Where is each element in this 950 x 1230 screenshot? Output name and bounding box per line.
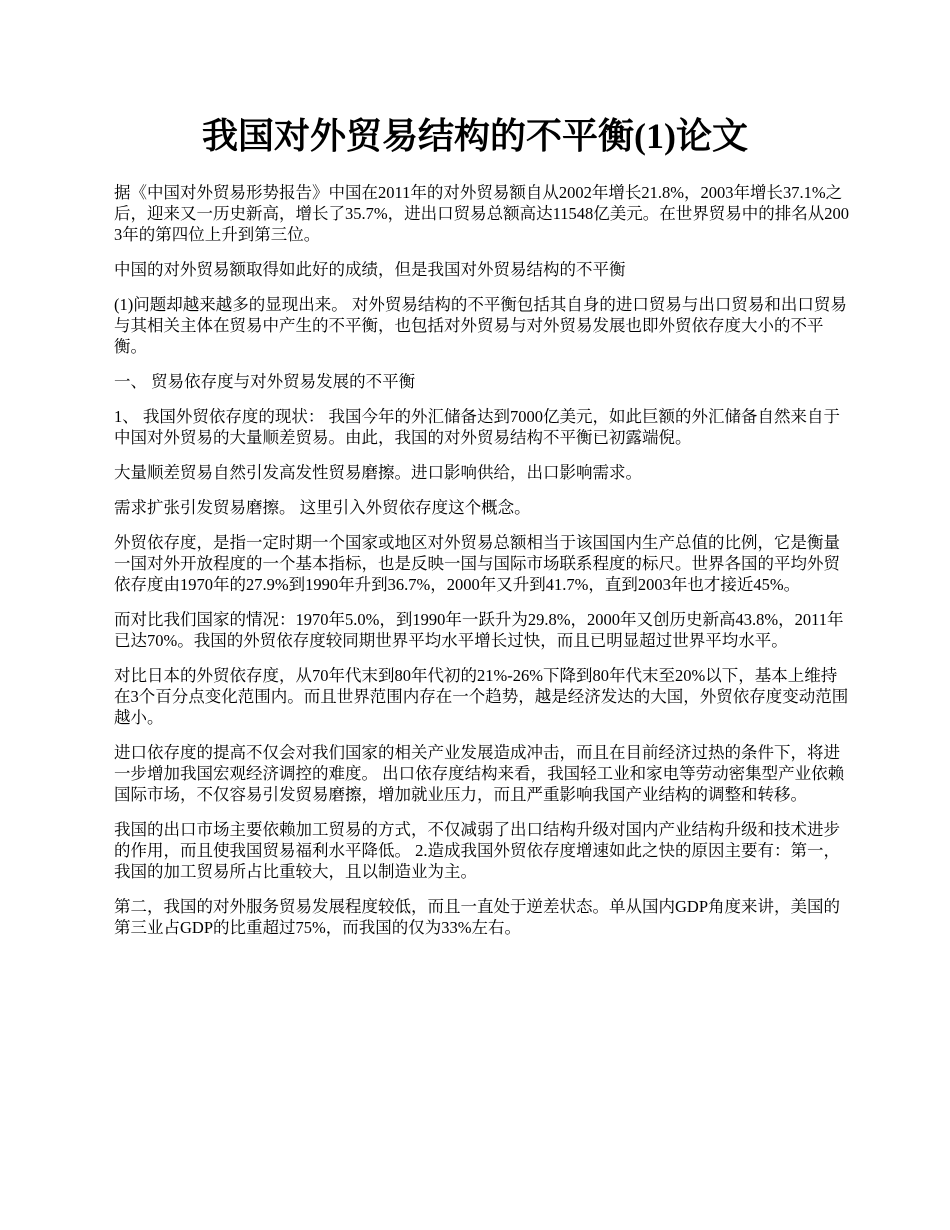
- paragraph-13: 第二，我国的对外服务贸易发展程度较低，而且一直处于逆差状态。单从国内GDP角度来讲，美国的第三业占GDP的比重超过75%，而我国的仅为33%左右。: [114, 897, 841, 937]
- document-body: [114, 182, 850, 952]
- paragraph-7: 需求扩张引发贸易磨擦。 这里引入外贸依存度这个概念。: [114, 498, 531, 517]
- paragraph-2: 中国的对外贸易额取得如此好的成绩，但是我国对外贸易结构的不平衡: [114, 260, 626, 279]
- document-title: 我国对外贸易结构的不平衡(1)论文: [202, 116, 748, 156]
- paragraph-6: 大量顺差贸易自然引发高发性贸易磨擦。进口影响供给，出口影响需求。: [114, 463, 642, 482]
- paragraph-3: (1)问题却越来越多的显现出来。 对外贸易结构的不平衡包括其自身的进口贸易与出口贸易和出口贸易与其相关主体在贸易中产生的不平衡，也包括对外贸易与对外贸易发展也即外贸依存度大小的不平衡。: [114, 295, 847, 356]
- paragraph-12: 我国的出口市场主要依赖加工贸易的方式，不仅减弱了出口结构升级对国内产业结构升级和技术进步的作用，而且使我国贸易福利水平降低。 2.造成我国外贸依存度增速如此之快的原因主要有：第一，我国的加工贸易所占比重较大，且以制造业为主。: [114, 820, 840, 881]
- paragraph-11: 进口依存度的提高不仅会对我们国家的相关产业发展造成冲击，而且在目前经济过热的条件下，将进一步增加我国宏观经济调控的难度。 出口依存度结构来看，我国轻工业和家电等劳动密集型产业依赖国际市场，不仅容易引发贸易磨擦，增加就业压力，而且严重影响我国产业结构的调整和转移。: [114, 743, 845, 804]
- paragraph-1: 据《中国对外贸易形势报告》中国在2011年的对外贸易额自从2002年增长21.8%，2003年增长37.1%之后，迎来又一历史新高，增长了35.7%，进出口贸易总额高达11548亿美元。在世界贸易中的排名从2003年的第四位上升到第三位。: [114, 183, 850, 244]
- paragraph-10: 对比日本的外贸依存度，从70年代末到80年代初的21%-26%下降到80年代末至20%以下，基本上维持在3个百分点变化范围内。而且世界范围内存在一个趋势，越是经济发达的大国，外贸依存度变动范围越小。: [114, 666, 849, 727]
- paragraph-5: 1、 我国外贸依存度的现状： 我国今年的外汇储备达到7000亿美元，如此巨额的外汇储备自然来自于中国对外贸易的大量顺差贸易。由此，我国的对外贸易结构不平衡已初露端倪。: [114, 407, 840, 447]
- paragraph-8: 外贸依存度，是指一定时期一个国家或地区对外贸易总额相当于该国国内生产总值的比例，它是衡量一国对外开放程度的一个基本指标，也是反映一国与国际市场联系程度的标尺。世界各国的平均外贸依存度由1970年的27.9%到1990年升到36.7%，2000年又升到41.7%，直到2003年也才接近45%。: [114, 533, 840, 594]
- paragraph-9: 而对比我们国家的情况：1970年5.0%，到1990年一跃升为29.8%，2000年又创历史新高43.8%，2011年已达70%。我国的外贸依存度较同期世界平均水平增长过快，而且已明显超过世界平均水平。: [114, 610, 844, 650]
- section-heading-1: 一、 贸易依存度与对外贸易发展的不平衡: [114, 372, 416, 391]
